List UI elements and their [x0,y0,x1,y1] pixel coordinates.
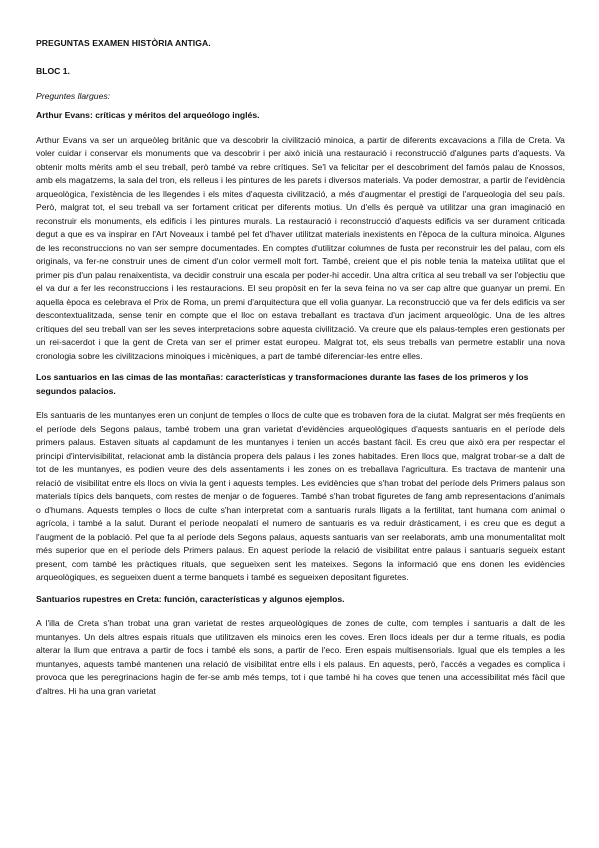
document-title: PREGUNTAS EXAMEN HISTÒRIA ANTIGA. [36,38,211,48]
section-bloc-label: BLOC 1. [36,66,70,76]
question-heading-cave-sanctuaries: Santuarios rupestres en Creta: función, características y algunos ejemplos. [36,593,345,604]
answer-paragraph-cave-sanctuaries: A l'illa de Creta s'han trobat una gran varietat de restes arqueològiques de zones de culte, com temples i santuaris a dalt de les muntanyes. Un dels altres espais rituals que utilitzaven els minoics eren les coves. Eren llocs ideals per dur a terme rituals, es podia alterar la llum que entrava a partir de focs i també els sons, a partir de l'eco. Eren espais multisensorials. Igual que els temples a les muntanyes, aquests també mantenen una relació de visibilitat entre ells i els palaus. En aquests, però, l'accés a vegades es complica i provoca que les peregrinacions hagin de fer-se amb més temps, tot i que també hi ha coves que tenen una accessibilitat més fàcil que d'altres. Hi ha una gran varietat [36,618,565,696]
answer-paragraph-mountain-sanctuaries: Els santuaris de les muntanyes eren un conjunt de temples o llocs de culte que es trobaven fora de la ciutat. Malgrat ser més freqüents en el període dels Segons palaus, també trobem una gran varietat d'evidències arqueològiques d'aquests santuaris en el període dels primers palaus. Estaven situats al capdamunt de les muntanyes i tenien un accés bastant fàcil. Es creu que això era per respectar el principi d'intervisibilitat, relacionat amb la distància propera dels palaus i les zones habitades. Eren llocs que, malgrat trobar-se a dalt de tot de les muntanyes, es podien veure des dels assentaments i les zones on es treballava l'agricultura. Es tractava de mantenir una relació de visibilitat entre els llocs on vivia la gent i aquests temples. Les evidències que s'han trobat del període dels Primers palaus son materials típics dels banquets, com restes de menjar o de fogueres. També s'han trobat figuretes de fang amb representacions d'animals o d'humans. Aquests temples o llocs de culte s'han interpretat com a santuaris rurals lligats a la fertilitat, tant humana com animal o agrícola, i també a la salut. Durant el període neopalatí el numero de santuaris es va reduir dràsticament, i es creu que es degut a l'augment de la població. Pel que fa al període dels Segons palaus, aquests santuaris van ser reelaborats, amb una monumentalitat molt més superior que en el període dels Primers palaus. En aquest període la relació de visibilitat entre palaus i santuaris segueix estant present, com també les pràctiques rituals, que segueixen sent les mateixes. Segons la informació que ens donen les evidències arqueològiques, es segueixen duent a terme banquets i també es segueixen depositant figuretes. [36,410,565,582]
question-heading-evans: Arthur Evans: críticas y méritos del arqueólogo inglés. [36,110,260,120]
answer-paragraph-evans: Arthur Evans va ser un arqueòleg britànic que va descobrir la civilització minoica, a partir de diferents excavacions a l'illa de Creta. Va voler cuidar i conservar els monuments que va descobrir i per això inicià una restauració i reconstrucció d'algunes parts d'aquests. Va obtenir molts mèrits amb el seu treball, però també va rebre crítiques. Se'l va felicitar per el descobriment del famós palau de Knossos, amb els magatzems, la sala del tron, els relleus i les pintures de les parets i diversos materials. Va poder demostrar, a partir de l'evidència arqueològica, l'existència de les llegendes i els mites d'aquesta civilització, a més d'augmentar el prestigi de l'arqueologia del seu país. Però, malgrat tot, el seu treball va ser fortament criticat per diferents motius. Un d'ells és perquè va utilitzar una gran imaginació en reconstruir els monuments, els edificis i les pintures murals. La restauració i reconstrucció d'aquests edificis va ser durament criticada degut a que es va inspirar en l'Art Noveaux i també pel fet d'haver utilitzat materials inexistents en l'època de la cultura minoica. Algunes de les reconstruccions no van ser sempre documentades. En comptes d'utilitzar columnes de fusta per reconstruir les del palau, com els originals, va fer-ne construir unes de ciment d'un color vermell molt fort. També, creient que el pis noble tenia la mateixa utilitat que el primer pis d'un palau renaixentista, va decidir construir una escala per poder-hi accedir. Una altra crítica al seu treball va ser l'objectiu que el va dur a fer les reconstruccions i les restauracions. El seu propòsit en fer la seva feina no va ser cap altre que guanyar un premi. En aquella època es celebrava el Prix de Roma, un premi d'arquitectura que ell volia guanyar. La reconstrucció que va fer dels edificis va ser descontextualitzada, sense tenir en compte que el lloc on estava treballant es tractava d'un jaciment arqueològic. Una de les altres crítiques del seu treball van ser les seves interpretacions sobre aquesta civilització. Va creure que els palaus-temples eren gestionats per un rei-sacerdot i que la gent de Creta van ser el primer estat europeu. Malgrat tot, els seus treballs van permetre establir una nova cronologia sobre les civilitzacions minoiques i micèniques, a part de també diferenciar-les entre elles. [36,134,565,361]
question-heading-mountain-sanctuaries: Los santuarios en las cimas de las montañas: características y transformaciones durante las fases de los primeros y los segundos palacios. [36,372,529,396]
subtitle-long-questions: Preguntes llargues: [36,91,111,101]
